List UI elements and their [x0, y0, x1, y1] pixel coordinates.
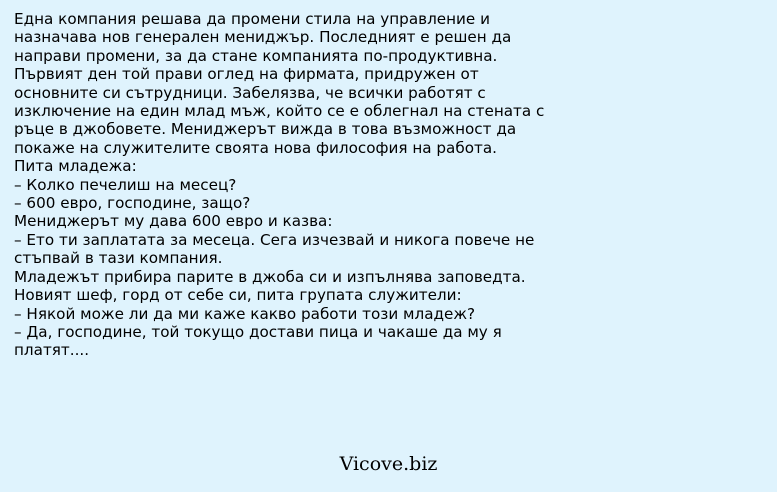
joke-line: Една компания решава да промени стила на управление и: [14, 10, 490, 28]
joke-line: покаже на служителите своята нова философия на работа.: [14, 138, 497, 157]
joke-line: – Колко печелиш на месец?: [14, 175, 237, 194]
joke-line: – 600 евро, господине, защо?: [14, 194, 251, 213]
joke-line: – Ето ти заплатата за месеца. Сега изчезвай и никога повече не: [14, 230, 535, 249]
joke-line: Мениджерът му дава 600 евро и казва:: [14, 212, 333, 231]
joke-line: Първият ден той прави оглед на фирмата, придружен от: [14, 65, 479, 84]
joke-line: платят....: [14, 341, 90, 360]
joke-line: Новият шеф, горд от себе си, пита групата служители:: [14, 286, 462, 305]
site-watermark: Vicove.biz: [339, 453, 438, 475]
joke-line: Младежът прибира парите в джоба си и изпълнява заповедта.: [14, 267, 526, 286]
joke-line: ръце в джобовете. Мениджерът вижда в това възможност да: [14, 120, 517, 139]
joke-line: направи промени, за да стане компанията по-продуктивна.: [14, 46, 498, 65]
joke-line: – Да, господине, той токущо достави пица и чакаше да му я: [14, 322, 502, 341]
joke-text: [14, 10, 769, 360]
joke-line: стъпвай в тази компания.: [14, 249, 223, 268]
joke-line: – Някой може ли да ми каже какво работи този младеж?: [14, 304, 476, 323]
joke-line: назначава нов генерален мениджър. Последният е решен да: [14, 28, 512, 47]
joke-line: основните си сътрудници. Забелязва, че всички работят с: [14, 83, 486, 102]
joke-line: Пита младежа:: [14, 157, 137, 176]
joke-line: изключение на един млад мъж, който се е облегнал на стената с: [14, 102, 545, 121]
